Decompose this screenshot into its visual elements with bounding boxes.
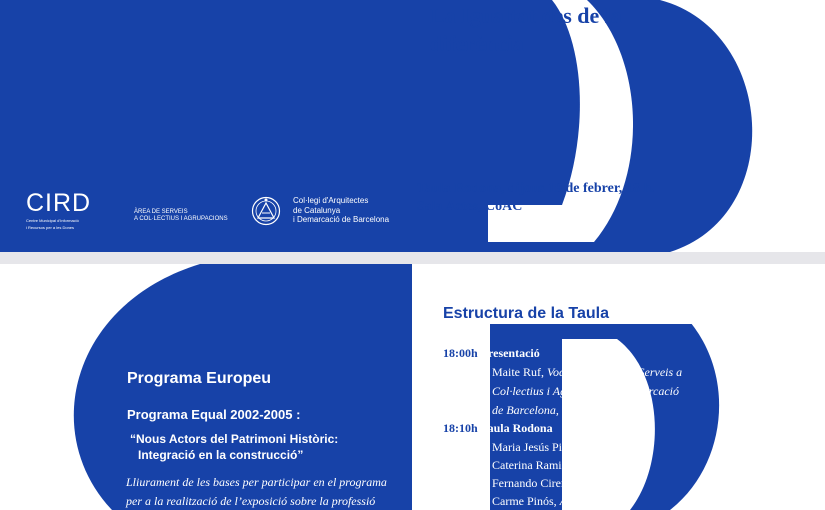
presentacio-speaker	[492, 363, 682, 382]
programa-subtitle: Programa Equal 2002-2005 :	[127, 407, 301, 422]
event-title-line-2: diferència	[430, 31, 525, 56]
coac-line-3: i Demarcació de Barcelona	[293, 215, 390, 224]
speaker-row	[492, 492, 610, 510]
cird-logo-word: CIRD	[26, 189, 92, 217]
fold-divider	[0, 252, 825, 264]
speaker-name: Maria Jesús Pinto,	[492, 440, 584, 454]
speaker-name: Caterina Ramis,	[492, 458, 573, 472]
programa-body-line-1: Lliurament de les bases per participar en el programa	[126, 475, 387, 489]
cover-back-panel	[0, 0, 412, 252]
area-logo-line-1: ÀREA DE SERVEIS	[134, 209, 188, 215]
taula-time: 18:10h	[443, 421, 478, 435]
event-title	[430, 2, 810, 58]
programa-panel	[0, 264, 412, 510]
speaker-row	[492, 474, 633, 493]
block-taula-heading	[443, 419, 553, 438]
coac-line-2: de Catalunya	[293, 205, 341, 215]
cird-logo-subtitle-2: i Recursos per a les Dones	[26, 225, 75, 230]
speaker-role: Economista	[576, 476, 633, 490]
speaker-name: Fernando Cirera,	[492, 476, 577, 490]
presentacio-label: Presentació	[480, 346, 540, 360]
speaker-role: Arquitecta	[572, 458, 623, 472]
presentacio-role-line-3	[492, 401, 591, 420]
cird-logo-subtitle-1: Centre Municipal d'Informació	[26, 218, 79, 223]
speaker-row	[492, 456, 623, 475]
programa-title: Programa Europeu	[127, 370, 272, 387]
cover-front-panel	[412, 0, 825, 252]
programa-quote-line-2: Integració en la construcció”	[138, 448, 304, 462]
block-presentacio-heading	[443, 344, 540, 363]
coac-emblem-icon	[251, 196, 281, 226]
area-logo-line-2: A COL·LECTIUS I AGRUPACIONS	[134, 216, 228, 222]
speaker-role: Antropòloga	[583, 440, 644, 454]
programa-quote-line-1: “Nous Actors del Patrimoni Històric:	[130, 432, 339, 446]
presentacio-time: 18:00h	[443, 346, 478, 360]
coac-logo	[251, 196, 401, 228]
speaker-role: Arquitecta	[559, 494, 610, 508]
presentacio-role-line-2	[492, 382, 679, 401]
cird-logo	[26, 190, 102, 230]
event-venue: Sala Actes, CoAC	[417, 199, 523, 214]
programa-quote	[130, 431, 338, 463]
taula-label: Taula Rodona	[480, 421, 553, 435]
presentacio-speaker-role-3: de Barcelona, CoAC	[492, 403, 592, 417]
speaker-row	[492, 438, 644, 457]
presentacio-speaker-role-2: Col·lectius i Agrupacions, Demarcació	[492, 384, 679, 398]
presentacio-speaker-role-1: Vocal de l’Àrea de Serveis a	[547, 365, 683, 379]
programa-body-line-2: per a la realització de l’exposició sobre la professió	[126, 494, 376, 508]
area-serveis-logo	[134, 209, 228, 223]
coac-logo-text	[293, 196, 389, 225]
event-title-line-1: La Igualtat des de la	[430, 3, 622, 28]
presentacio-speaker-name: Maite Ruf,	[492, 365, 547, 379]
programa-body	[126, 473, 412, 510]
speaker-name: Carme Pinós,	[492, 494, 560, 508]
event-date: Taula Rodona, dijous 19 de febrer, 18 h.	[417, 181, 655, 196]
coac-line-1: Col·legi d'Arquitectes	[293, 196, 369, 205]
estructura-panel	[412, 264, 825, 510]
estructura-title: Estructura de la Taula	[443, 305, 609, 322]
